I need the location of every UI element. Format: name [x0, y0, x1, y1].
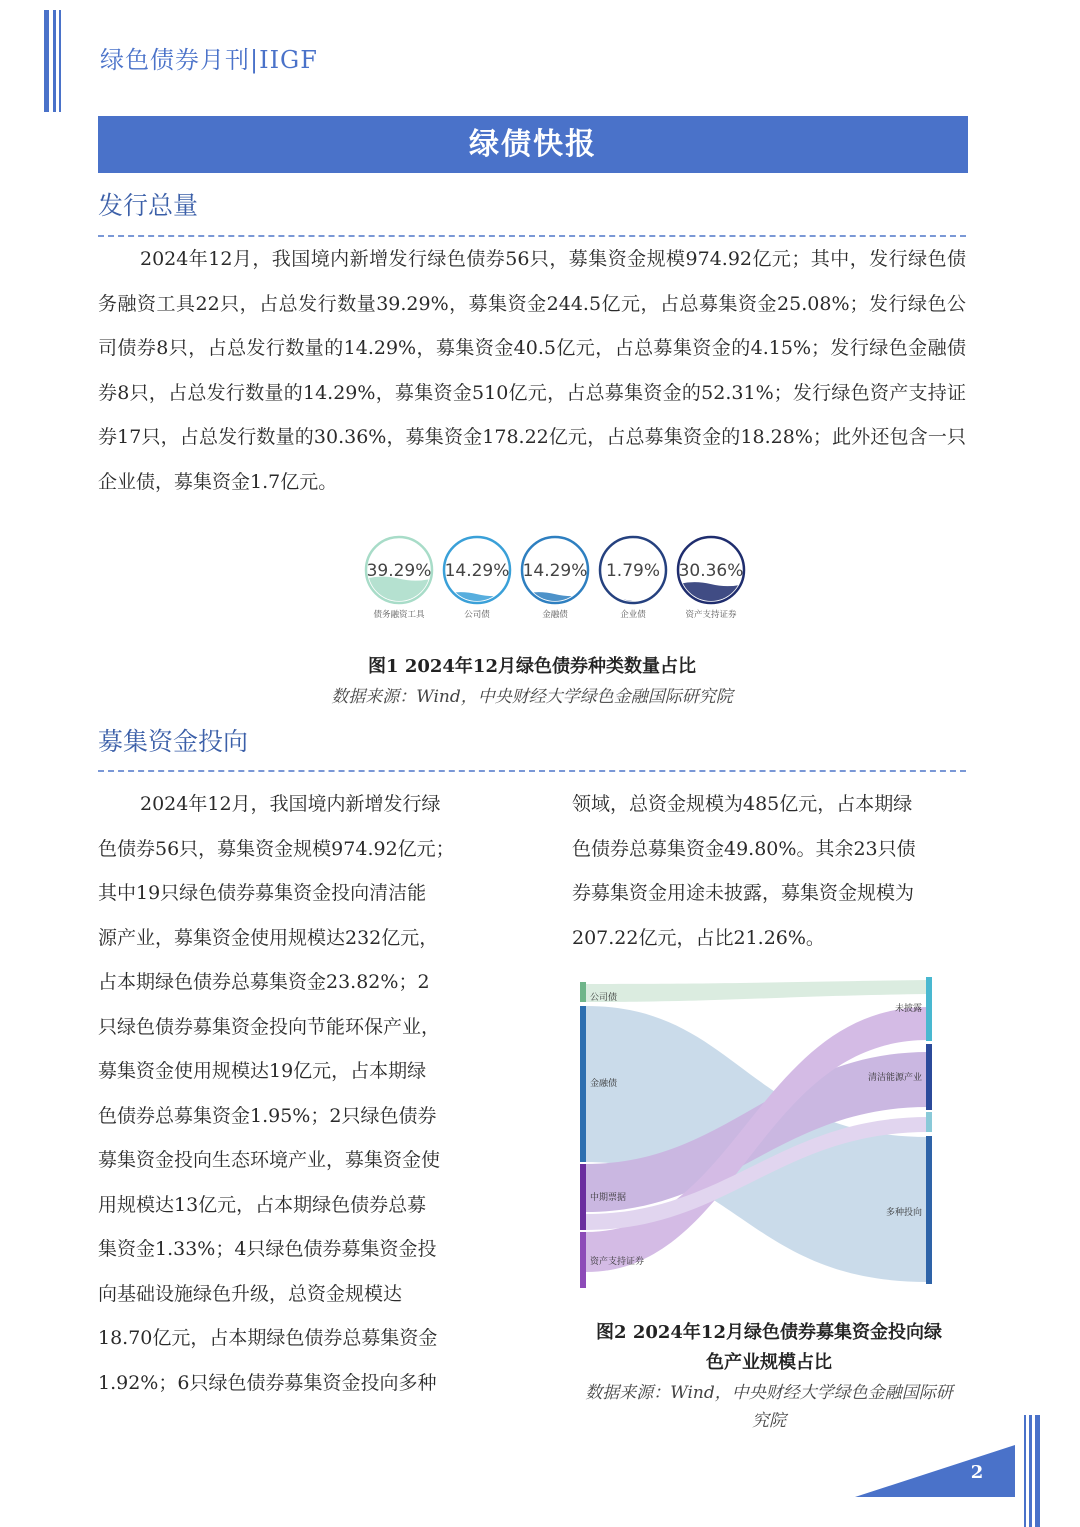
figure2-source-line2: 究院 [752, 1411, 786, 1431]
gauge-value: 14.29% [444, 561, 510, 581]
figure2-caption-line1: 图2 2024年12月绿色债券募集资金投向绿 [596, 1322, 942, 1343]
text-line: 色债券总募集资金1.95%；2只绿色债券 [98, 1104, 437, 1127]
fund-use-column-right [572, 782, 966, 960]
node-label-abs: 资产支持证券 [590, 1257, 645, 1267]
node-bar-undisclosed [926, 977, 932, 1041]
gauge-value: 30.36% [678, 561, 744, 581]
footer-decor-bars [1024, 1415, 1044, 1527]
node-label-mtn: 中期票据 [590, 1193, 627, 1203]
footer-triangle [855, 1445, 1015, 1497]
node-bar-multi [926, 1136, 932, 1284]
fund-use-sankey-figure [578, 972, 938, 1288]
flow-corporate [586, 980, 928, 1002]
section-banner: 绿债快报 [98, 116, 968, 173]
header-decor-bars [44, 10, 64, 112]
node-label-financial: 金融债 [590, 1079, 618, 1089]
figure1-source: 数据来源：Wind，中央财经大学绿色金融国际研究院 [331, 687, 733, 707]
gauge-label: 企业债 [620, 610, 646, 620]
node-bar-mtn [580, 1164, 586, 1230]
section-divider [98, 770, 966, 772]
node-bar-financial [580, 1006, 586, 1162]
gauge-4 [678, 537, 744, 620]
node-bar-corporate [580, 982, 586, 1002]
node-bar-abs [580, 1232, 586, 1288]
fund-use-column-left [98, 782, 490, 1405]
text-line: 只绿色债券募集资金投向节能环保产业， [98, 1015, 441, 1038]
node-label-clean-energy: 清洁能源产业 [867, 1073, 922, 1083]
text-line: 募集资金投向生态环境产业，募集资金使 [98, 1149, 441, 1171]
section-title-issuance: 发行总量 [98, 191, 199, 220]
gauge-label: 资产支持证券 [685, 610, 737, 620]
node-label-multi: 多种投向 [885, 1208, 922, 1218]
gauge-1 [444, 537, 510, 620]
gauge-3 [600, 537, 666, 620]
text-line: 领域，总资金规模为485亿元，占本期绿 [572, 793, 913, 815]
journal-title: 绿色债券月刊|IIGF [100, 46, 318, 74]
text-line: 券募集资金用途未披露，募集资金规模为 [572, 882, 915, 904]
gauge-label: 公司债 [464, 610, 490, 620]
node-label-corporate: 公司债 [590, 993, 618, 1003]
text-line: 募集资金使用规模达19亿元，占本期绿 [98, 1060, 427, 1082]
text-line: 向基础设施绿色升级，总资金规模达 [98, 1282, 403, 1305]
text-line: 2024年12月，我国境内新增发行绿 [140, 793, 441, 815]
gauge-label: 债务融资工具 [373, 610, 425, 620]
text-line: 18.70亿元，占本期绿色债券总募集资金 [98, 1327, 438, 1349]
text-line: 1.92%；6只绿色债券募集资金投向多种 [98, 1371, 437, 1394]
gauge-label: 金融债 [542, 610, 568, 620]
node-bar-clean-energy [926, 1044, 932, 1110]
section-title-fund-use: 募集资金投向 [98, 727, 249, 756]
text-line: 用规模达13亿元，占本期绿色债券总募 [98, 1193, 427, 1216]
figure2-source-line1: 数据来源：Wind，中央财经大学绿色金融国际研 [585, 1383, 953, 1403]
figure1-caption: 图1 2024年12月绿色债券种类数量占比 [368, 656, 696, 677]
text-line: 色债券56只，募集资金规模974.92亿元； [98, 837, 455, 860]
node-bar-small [926, 1112, 932, 1132]
text-line: 色债券总募集资金49.80%。其余23只债 [572, 837, 916, 860]
bond-type-count-figure [360, 528, 760, 628]
node-label-undisclosed: 未披露 [894, 1004, 922, 1014]
gauge-value: 14.29% [522, 561, 588, 581]
gauge-value: 39.29% [366, 561, 432, 581]
figure2-caption-line2: 色产业规模占比 [706, 1352, 832, 1373]
text-line: 207.22亿元，占比21.26%。 [572, 926, 825, 949]
text-line: 其中19只绿色债券募集资金投向清洁能 [98, 882, 427, 904]
gauge-0 [366, 537, 432, 620]
text-line: 占本期绿色债券总募集资金23.82%；2 [98, 971, 430, 993]
gauge-value: 1.79% [605, 561, 661, 581]
gauge-2 [522, 537, 588, 620]
issuance-paragraph: 2024年12月，我国境内新增发行绿色债券56只，募集资金规模974.92亿元；其中，发行绿色债务融资工具22只，占总发行数量39.29%，募集资金244.5亿元，占总募集资金25.08%；发行绿色公司债券8只，占总发行数量的14.29%，募集资金40.5亿元，占总募集资金的4.15%；发行绿色金融债券8只，占总发行数量的14.29%，募集资金510亿元，占总募集资金的52.31%；发行绿色资产支持证券17只，占总发行数量的30.36%，募集资金178.22亿元，占总募集资金的18.28%；此外还包含一只企业债，募集资金1.7亿元。 [98, 248, 966, 493]
text-line: 集资金1.33%；4只绿色债券募集资金投 [98, 1238, 437, 1260]
page-number: 2 [970, 1462, 984, 1483]
text-line: 源产业，募集资金使用规模达232亿元， [98, 926, 439, 949]
